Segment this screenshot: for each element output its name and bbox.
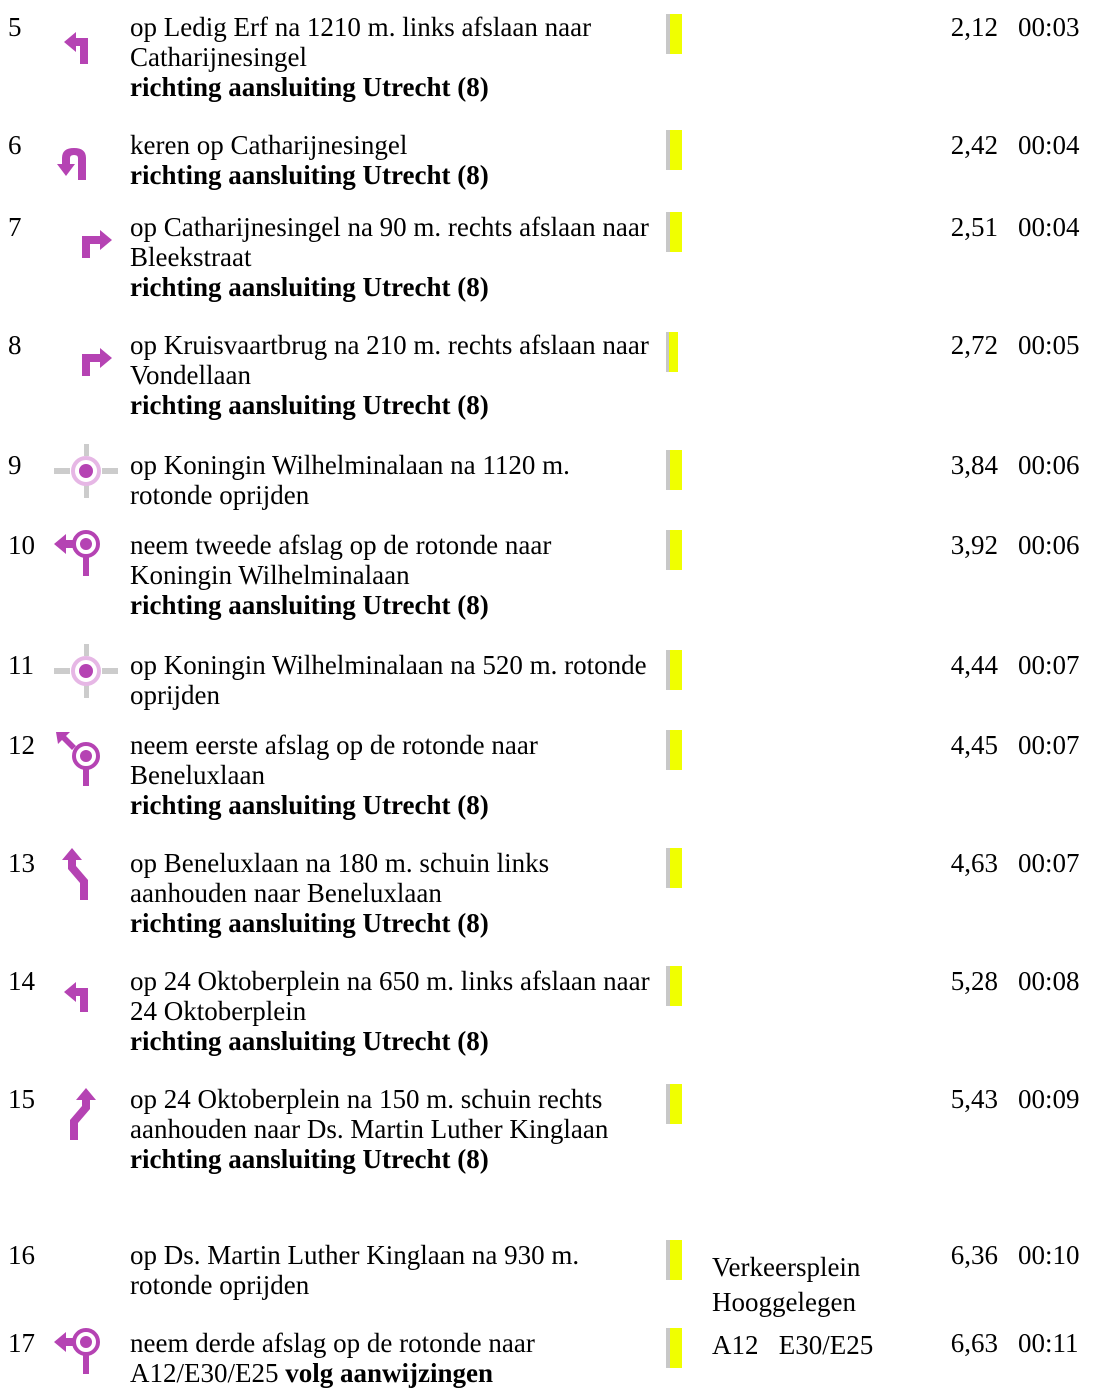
route-bar — [666, 1328, 682, 1368]
route-bar — [666, 450, 682, 490]
roundabout-exit-first-icon — [52, 728, 108, 788]
step-number: 13 — [8, 848, 35, 878]
step-number: 10 — [8, 530, 35, 560]
step-number: 11 — [8, 650, 34, 680]
step-distance: 4,45 — [950, 730, 998, 760]
route-bar — [666, 966, 682, 1006]
step-follow-signs: volg aanwijzingen — [285, 1358, 494, 1388]
step-direction: richting aansluiting Utrecht (8) — [130, 272, 489, 302]
step-direction: richting aansluiting Utrecht (8) — [130, 1026, 489, 1056]
step-distance: 2,12 — [950, 12, 998, 42]
route-bar — [666, 332, 678, 372]
step-direction: richting aansluiting Utrecht (8) — [130, 160, 489, 190]
step-time: 00:07 — [1018, 730, 1080, 760]
step-distance: 3,92 — [950, 530, 998, 560]
step-instruction: op Ds. Martin Luther Kinglaan na 930 m. rotonde oprijden — [130, 1240, 580, 1300]
step-instruction: neem derde afslag op de rotonde naar A12/E30/E25 — [130, 1328, 535, 1388]
step-distance: 4,44 — [950, 650, 998, 680]
step-number: 16 — [8, 1240, 35, 1270]
step-instruction: op Kruisvaartbrug na 210 m. rechts afslaan naar Vondellaan — [130, 330, 649, 390]
step-time: 00:07 — [1018, 848, 1080, 878]
route-bar — [666, 530, 682, 570]
roundabout-exit-left-icon — [50, 528, 106, 588]
route-bar — [666, 212, 682, 252]
step-instruction: op 24 Oktoberplein na 650 m. links afslaan naar 24 Oktoberplein — [130, 966, 650, 1026]
step-instruction: neem eerste afslag op de rotonde naar Beneluxlaan — [130, 730, 538, 790]
step-distance: 6,63 — [950, 1328, 998, 1358]
step-number: 14 — [8, 966, 35, 996]
keep-right-icon — [62, 1086, 118, 1146]
step-direction: richting aansluiting Utrecht (8) — [130, 908, 489, 938]
route-bar — [666, 730, 682, 770]
step-time: 00:07 — [1018, 650, 1080, 680]
step-time: 00:06 — [1018, 450, 1080, 480]
step-road-name: A12 E30/E25 — [712, 1330, 874, 1360]
step-time: 00:06 — [1018, 530, 1080, 560]
step-time: 00:05 — [1018, 330, 1080, 360]
route-bar — [666, 14, 682, 54]
step-instruction: keren op Catharijnesingel — [130, 130, 408, 160]
step-distance: 5,43 — [950, 1084, 998, 1114]
step-number: 5 — [8, 12, 22, 42]
turn-left-icon — [58, 978, 114, 1038]
step-number: 7 — [8, 212, 22, 242]
step-time: 00:11 — [1018, 1328, 1079, 1358]
step-instruction: neem tweede afslag op de rotonde naar Koningin Wilhelminalaan — [130, 530, 552, 590]
step-instruction: op Ledig Erf na 1210 m. links afslaan naar Catharijnesingel — [130, 12, 592, 72]
step-number: 6 — [8, 130, 22, 160]
step-time: 00:08 — [1018, 966, 1080, 996]
route-bar — [666, 1240, 682, 1280]
step-number: 12 — [8, 730, 35, 760]
step-distance: 6,36 — [950, 1240, 998, 1270]
step-time: 00:03 — [1018, 12, 1080, 42]
step-time: 00:10 — [1018, 1240, 1080, 1270]
roundabout-enter-icon — [54, 444, 110, 504]
route-bar — [666, 848, 682, 888]
step-distance: 2,42 — [950, 130, 998, 160]
step-number: 15 — [8, 1084, 35, 1114]
step-time: 00:09 — [1018, 1084, 1080, 1114]
u-turn-icon — [56, 144, 112, 204]
step-direction: richting aansluiting Utrecht (8) — [130, 1144, 489, 1174]
step-direction: richting aansluiting Utrecht (8) — [130, 590, 489, 620]
step-distance: 5,28 — [950, 966, 998, 996]
route-bar — [666, 650, 682, 690]
turn-right-icon — [78, 344, 134, 404]
step-instruction: op Catharijnesingel na 90 m. rechts afslaan naar Bleekstraat — [130, 212, 649, 272]
step-direction: richting aansluiting Utrecht (8) — [130, 72, 489, 102]
roundabout-enter-icon — [54, 644, 110, 704]
step-distance: 3,84 — [950, 450, 998, 480]
step-instruction: op Beneluxlaan na 180 m. schuin links aanhouden naar Beneluxlaan — [130, 848, 550, 908]
step-distance: 2,51 — [950, 212, 998, 242]
turn-right-icon — [78, 226, 134, 286]
step-instruction: op Koningin Wilhelminalaan na 520 m. rotonde oprijden — [130, 650, 647, 710]
route-bar — [666, 130, 682, 170]
step-direction: richting aansluiting Utrecht (8) — [130, 790, 489, 820]
step-distance: 4,63 — [950, 848, 998, 878]
step-time: 00:04 — [1018, 130, 1080, 160]
route-bar — [666, 1084, 682, 1124]
keep-left-icon — [62, 846, 118, 906]
step-number: 9 — [8, 450, 22, 480]
step-number: 8 — [8, 330, 22, 360]
step-time: 00:04 — [1018, 212, 1080, 242]
step-number: 17 — [8, 1328, 35, 1358]
step-instruction: op 24 Oktoberplein na 150 m. schuin rechts aanhouden naar Ds. Martin Luther Kinglaan — [130, 1084, 609, 1144]
turn-left-icon — [58, 28, 114, 88]
step-direction: richting aansluiting Utrecht (8) — [130, 390, 489, 420]
roundabout-exit-left-icon — [50, 1326, 106, 1386]
step-instruction: op Koningin Wilhelminalaan na 1120 m. rotonde oprijden — [130, 450, 570, 510]
step-distance: 2,72 — [950, 330, 998, 360]
step-road-name: Verkeersplein Hooggelegen — [712, 1252, 861, 1317]
